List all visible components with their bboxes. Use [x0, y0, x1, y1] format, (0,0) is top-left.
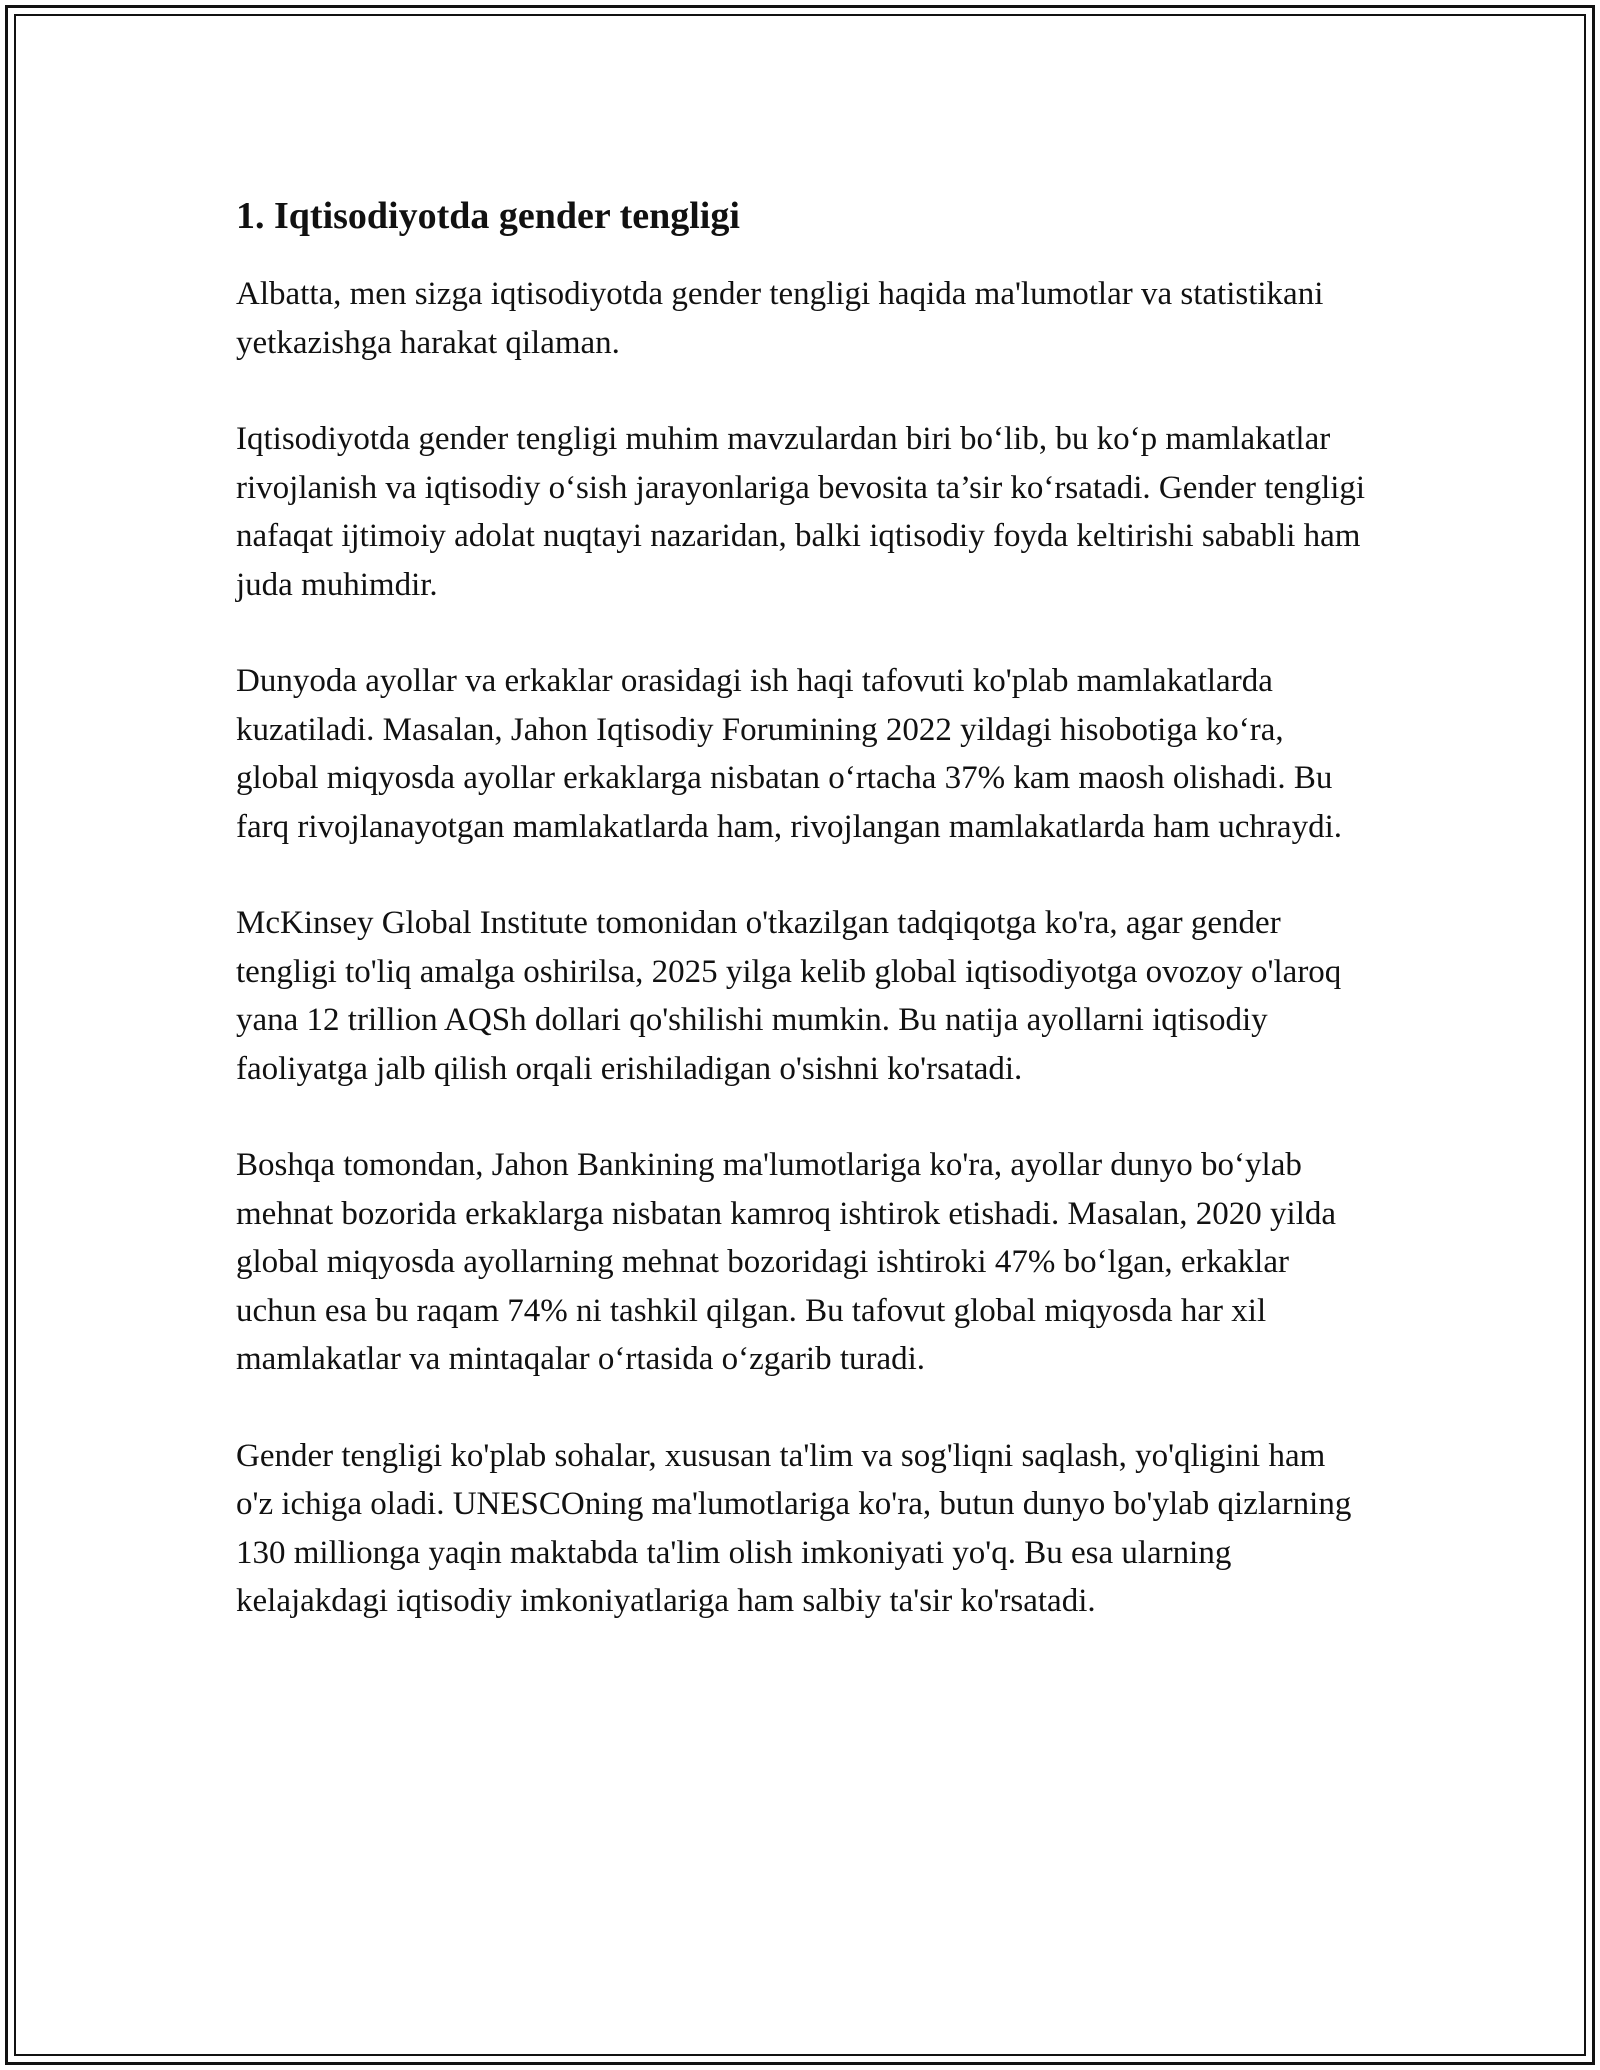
paragraph-education: Gender tengligi ko'plab sohalar, xususan ta'lim va sog'liqni saqlash, yo'qligini ham o'z ichiga oladi. UNESCOning ma'lumotlariga ko'ra, butun dunyo bo'ylab qizlarning 130 millionga yaqin maktabda ta'lim olish imkoniyati yo'q. Bu esa ularning kelajakdagi iqtisodiy imkoniyatlariga ham salbiy ta'sir ko'rsatadi. — [236, 1437, 1352, 1619]
section-heading: 1. Iqtisodiyotda gender tengligi — [236, 195, 740, 237]
paragraph-mckinsey: McKinsey Global Institute tomonidan o'tkazilgan tadqiqotga ko'ra, agar gender tengligi to'liq amalga oshirilsa, 2025 yilga kelib global iqtisodiyotga ovozoy o'laroq yana 12 trillion AQSh dollari qo'shilishi mumkin. Bu natija ayollarni iqtisodiy faoliyatga jalb qilish orqali erishiladigan o'sishni ko'rsatadi. — [236, 905, 1342, 1087]
paragraph-importance: Iqtisodiyotda gender tengligi muhim mavzulardan biri bo‘lib, bu ko‘p mamlakatlar rivojlanish va iqtisodiy o‘sish jarayonlariga bevosita ta’sir ko‘rsatadi. Gender tengligi nafaqat ijtimoiy adolat nuqtayi nazaridan, balki iqtisodiy foyda keltirishi sababli ham juda muhimdir. — [236, 421, 1366, 603]
paragraph-wage-gap: Dunyoda ayollar va erkaklar orasidagi ish haqi tafovuti ko'plab mamlakatlarda kuzatiladi. Masalan, Jahon Iqtisodiy Forumining 2022 yildagi hisobotiga ko‘ra, global miqyosda ayollar erkaklarga nisbatan o‘rtacha 37% kam maosh olishadi. Bu farq rivojlanayotgan mamlakatlarda ham, rivojlangan mamlakatlarda ham uchraydi. — [236, 663, 1342, 845]
document-body — [236, 184, 1366, 1674]
paragraph-labor-participation: Boshqa tomondan, Jahon Bankining ma'lumotlariga ko'ra, ayollar dunyo bo‘ylab mehnat bozorida erkaklarga nisbatan kamroq ishtirok etishadi. Masalan, 2020 yilda global miqyosda ayollarning mehnat bozoridagi ishtiroki 47% bo‘lgan, erkaklar uchun esa bu raqam 74% ni tashkil qilgan. Bu tafovut global miqyosda har xil mamlakatlar va mintaqalar o‘rtasida o‘zgarib turadi. — [236, 1147, 1337, 1377]
paragraph-intro: Albatta, men sizga iqtisodiyotda gender tengligi haqida ma'lumotlar va statistikani yetkazishga harakat qilaman. — [236, 276, 1324, 361]
